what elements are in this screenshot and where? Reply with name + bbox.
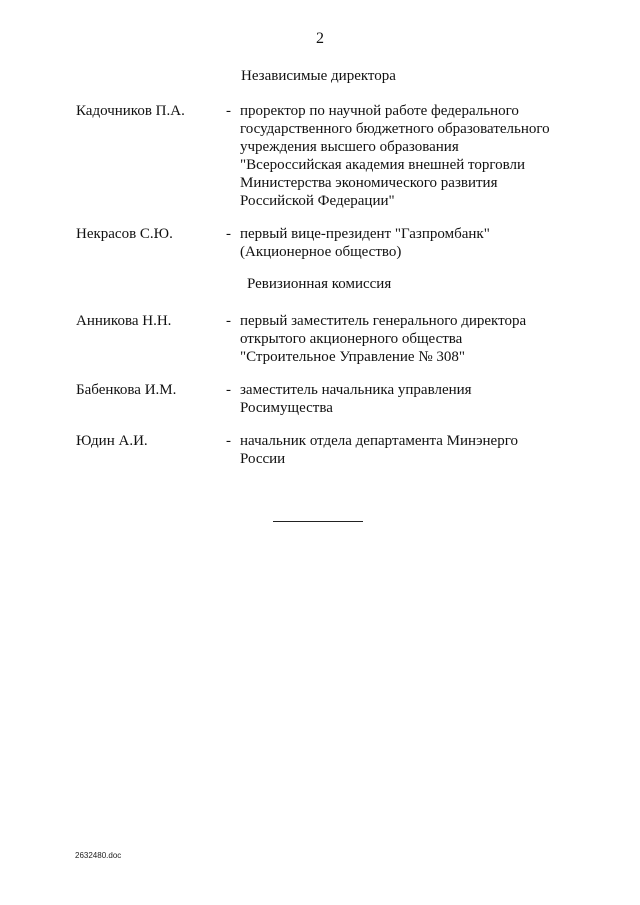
member-dash: - [226, 103, 231, 119]
member-name: Юдин А.И. [76, 433, 148, 449]
member-role-line: "Всероссийская академия внешней торговли [240, 157, 526, 173]
member-dash: - [226, 433, 231, 449]
member-role-line: Росимущества [240, 400, 333, 416]
page-number: 2 [316, 30, 324, 47]
member-name: Кадочников П.А. [76, 103, 185, 119]
member-role-line: первый вице-президент "Газпромбанк" [240, 226, 490, 242]
section-heading-audit-commission: Ревизионная комиссия [247, 276, 392, 292]
member-role-line: государственного бюджетного образовательного [240, 121, 550, 137]
member-role-line: первый заместитель генерального директора [240, 313, 527, 329]
member-role-line: "Строительное Управление № 308" [240, 349, 466, 365]
member-name: Анникова Н.Н. [76, 313, 172, 329]
member-dash: - [226, 226, 231, 242]
member-role [240, 381, 570, 417]
section-heading-independent-directors: Независимые директора [241, 68, 396, 84]
member-role [240, 102, 570, 210]
member-name: Бабенкова И.М. [76, 382, 177, 398]
document-reference: 2632480.doc [75, 851, 122, 860]
member-role-line: (Акционерное общество) [240, 244, 402, 260]
member-dash: - [226, 382, 231, 398]
member-role-line: начальник отдела департамента Минэнерго [240, 433, 518, 449]
end-of-list-rule [273, 521, 363, 522]
member-role [240, 312, 570, 366]
member-role-line: учреждения высшего образования [240, 139, 459, 155]
member-role [240, 432, 570, 468]
member-role-line: заместитель начальника управления [240, 382, 472, 398]
member-role-line: Российской Федерации" [240, 193, 395, 209]
member-role-line: России [240, 451, 286, 467]
member-name: Некрасов С.Ю. [76, 226, 173, 242]
member-role-line: Министерства экономического развития [240, 175, 498, 191]
member-dash: - [226, 313, 231, 329]
member-role [240, 225, 570, 261]
member-role-line: открытого акционерного общества [240, 331, 463, 347]
member-role-line: проректор по научной работе федерального [240, 103, 519, 119]
